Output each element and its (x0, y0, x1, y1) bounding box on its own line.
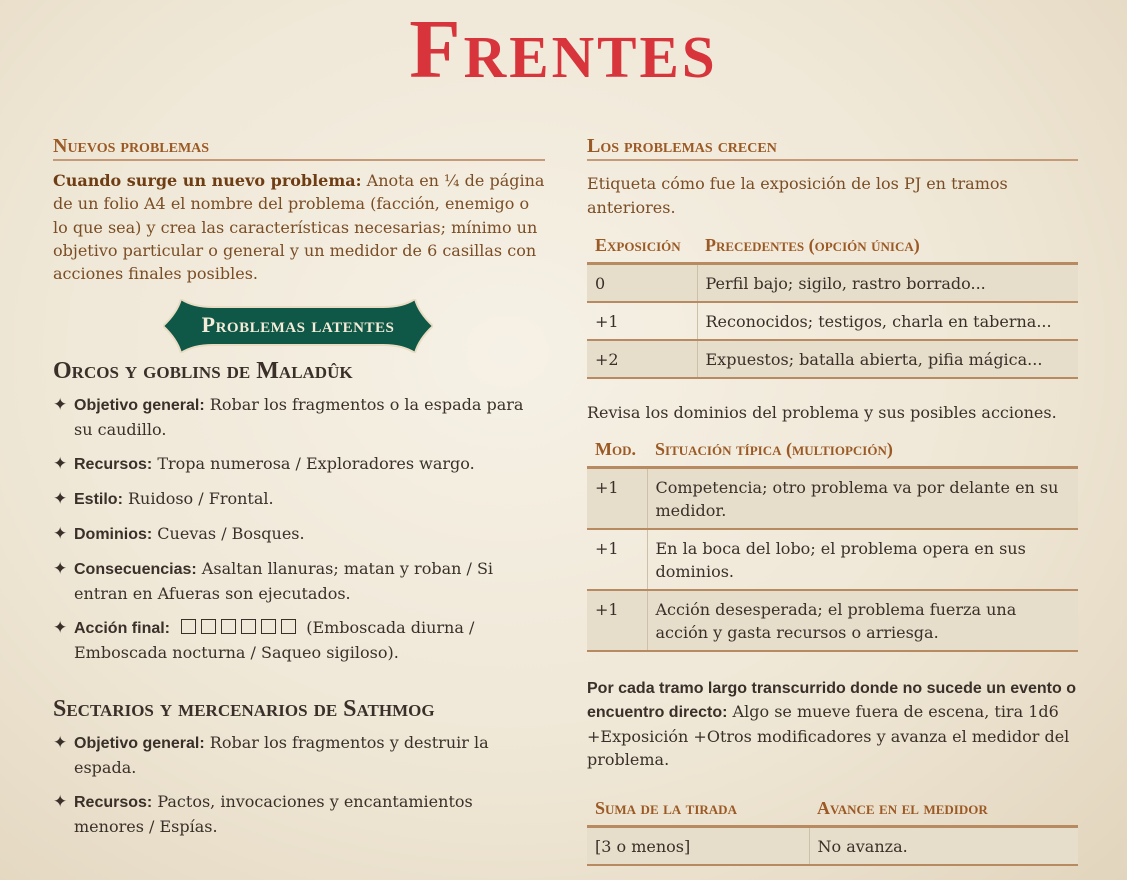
roll-rule-text (587, 676, 1078, 772)
problem-sectarians-list (53, 731, 545, 839)
item-label: Objetivo general: (74, 735, 205, 753)
item-label: Objetivo general: (74, 397, 205, 415)
star-bullet-icon: ✦ (53, 559, 68, 580)
section-heading-new-problems: Nuevos problemas (53, 134, 545, 161)
item-text: Asaltan llanuras; matan y roban / Si entran en Afueras son ejecutados. (74, 559, 494, 604)
item-label: Acción final: (74, 620, 171, 638)
item-text: (Emboscada diurna / Emboscada nocturna / Saqueo sigiloso). (74, 618, 475, 663)
table-row (587, 590, 1078, 651)
tracker-box[interactable] (201, 619, 216, 634)
table-cell: En la boca del lobo; el problema opera en sus dominios. (647, 529, 1078, 590)
column-header: Precedentes (opción única) (697, 235, 1078, 264)
list-item (53, 393, 545, 442)
list-item (53, 452, 545, 477)
table-cell: +1 (587, 529, 647, 590)
tracker-boxes (181, 618, 301, 637)
table-cell: [3 o menos] (587, 826, 809, 865)
table-cell: No avanza. (809, 826, 1078, 865)
problem-title-orcs: Orcos y goblins de Maladûk (53, 358, 353, 385)
list-item (53, 616, 545, 665)
section-heading-problems-grow: Los problemas crecen (587, 134, 1078, 161)
column-header: Exposición (587, 235, 697, 264)
problem-title-sectarians: Sectarios y mercenarios de Sathmog (53, 696, 435, 723)
domains-text: Revisa los dominios del problema y sus posibles acciones. (587, 403, 1057, 422)
right-column (587, 134, 1078, 866)
table-cell: Acción desesperada; el problema fuerza una acción y gasta recursos o arriesga. (647, 590, 1078, 651)
column-header: Suma de la tirada (587, 798, 809, 827)
table-row (587, 529, 1078, 590)
star-bullet-icon: ✦ (53, 618, 68, 639)
page-title: Frentes (409, 3, 718, 96)
table-row (587, 302, 1078, 340)
list-item (53, 557, 545, 606)
list-item (53, 487, 545, 512)
item-label: Recursos: (74, 794, 153, 812)
item-text: Ruidoso / Frontal. (122, 489, 274, 509)
exposure-intro: Etiqueta cómo fue la exposición de los PJ en tramos anteriores. (587, 174, 1008, 217)
column-header: Mod. (587, 439, 647, 468)
table-row (587, 467, 1078, 529)
star-bullet-icon: ✦ (53, 524, 68, 545)
table-cell: Competencia; otro problema va por delante en su medidor. (647, 467, 1078, 529)
roll-table (587, 798, 1078, 866)
item-label: Recursos: (74, 456, 153, 474)
item-text: Tropa numerosa / Exploradores wargo. (152, 454, 475, 474)
table-row (587, 264, 1078, 303)
exposure-table (587, 235, 1078, 379)
table-header-row (587, 235, 1078, 264)
intro-text: Anota en ¼ de página de un folio A4 el nombre del problema (facción, enemigo o lo que sea) y crea las características necesarias; mínimo un objetivo particular o general y un medidor de 6 casillas con acciones finales posibles. (53, 171, 545, 284)
table-cell: +1 (587, 467, 647, 529)
table-cell: 0 (587, 264, 697, 303)
tracker-box[interactable] (221, 619, 236, 634)
column-header: Situación típica (multiopción) (647, 439, 1078, 468)
intro-bold: Cuando surge un nuevo problema: (53, 171, 362, 190)
new-problem-intro (53, 169, 545, 285)
table-cell: +2 (587, 340, 697, 378)
list-item (53, 522, 545, 547)
table-cell: Expuestos; batalla abierta, pifia mágica... (697, 340, 1078, 378)
table-row (587, 826, 1078, 865)
tracker-box[interactable] (241, 619, 256, 634)
star-bullet-icon: ✦ (53, 489, 68, 510)
table-row (587, 340, 1078, 378)
column-header: Avance en el medidor (809, 798, 1078, 827)
table-header-row (587, 439, 1078, 468)
star-bullet-icon: ✦ (53, 395, 68, 416)
item-label: Dominios: (74, 526, 153, 544)
rule-text: Algo se mueve fuera de escena, tira 1d6 +Exposición +Otros modificadores y avanza el medidor del problema. (587, 702, 1070, 769)
star-bullet-icon: ✦ (53, 792, 68, 813)
item-text: Pactos, invocaciones y encantamientos menores / Espías. (74, 792, 473, 837)
list-item (53, 790, 545, 839)
list-item (53, 731, 545, 780)
problem-orcs-list (53, 393, 545, 665)
modifier-table (587, 439, 1078, 652)
left-column (53, 134, 545, 849)
latent-problems-banner (53, 299, 545, 353)
item-label: Consecuencias: (74, 561, 197, 579)
star-bullet-icon: ✦ (53, 454, 68, 475)
item-label: Estilo: (74, 491, 123, 509)
tracker-box[interactable] (181, 619, 196, 634)
table-cell: +1 (587, 302, 697, 340)
item-text: Robar los fragmentos y destruir la espada. (74, 733, 489, 778)
star-bullet-icon: ✦ (53, 733, 68, 754)
item-text: Robar los fragmentos o la espada para su caudillo. (74, 395, 524, 440)
item-text: Cuevas / Bosques. (152, 524, 305, 544)
tracker-box[interactable] (281, 619, 296, 634)
banner-label: Problemas latentes (201, 312, 395, 338)
table-cell: +1 (587, 590, 647, 651)
rule-bold: Por cada tramo largo transcurrido donde no sucede un evento o encuentro directo: (587, 679, 1076, 721)
tracker-box[interactable] (261, 619, 276, 634)
table-cell: Reconocidos; testigos, charla en taberna... (697, 302, 1078, 340)
table-header-row (587, 798, 1078, 827)
table-cell: Perfil bajo; sigilo, rastro borrado... (697, 264, 1078, 303)
